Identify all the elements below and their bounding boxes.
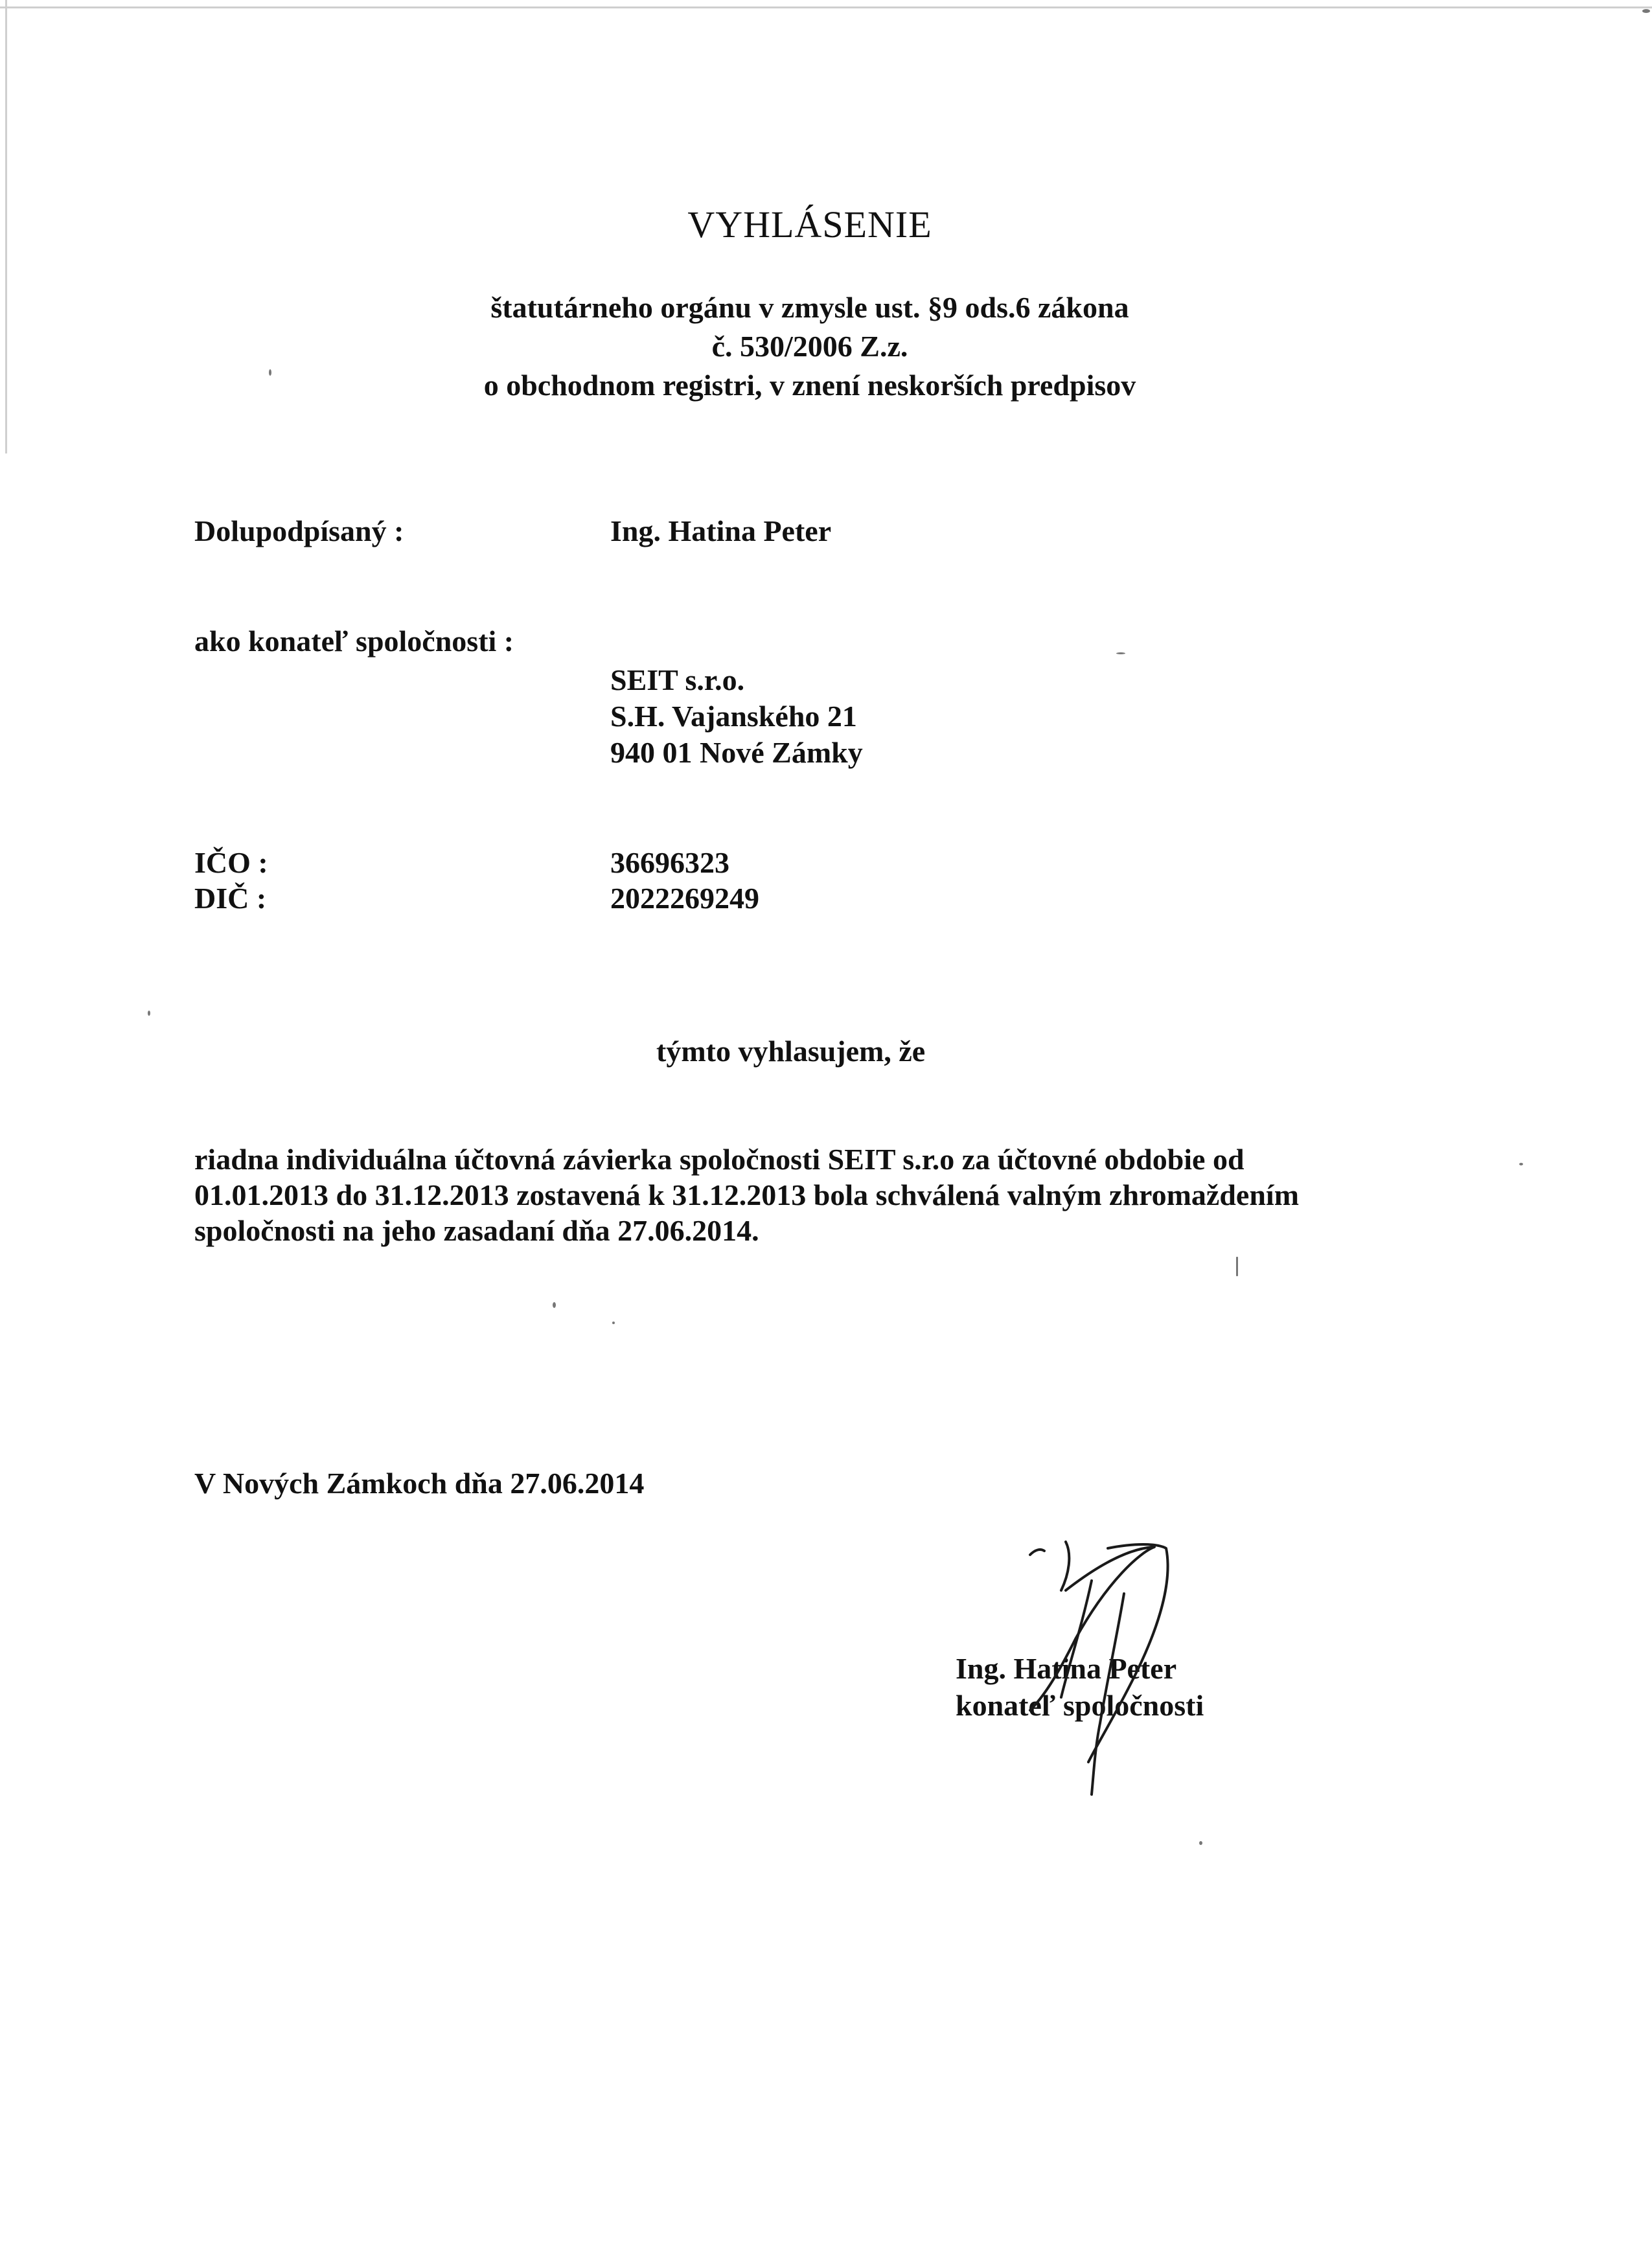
company-street: S.H. Vajanského 21: [610, 700, 857, 733]
signature-stroke: [1030, 1547, 1154, 1710]
scan-speck: [1199, 1841, 1202, 1845]
subtitle-line-2: č. 530/2006 Z.z.: [711, 330, 908, 363]
declaration-intro: týmto vyhlasujem, že: [656, 1035, 926, 1068]
declaration-line-3: spoločnosti na jeho zasadaní dňa 27.06.2014.: [194, 1214, 759, 1247]
subtitle-line-1: štatutárneho orgánu v zmysle ust. §9 ods.6 zákona: [490, 291, 1129, 324]
scan-speck: [1116, 652, 1125, 654]
handwritten-signature: [985, 1529, 1257, 1801]
ico-label: IČO :: [194, 846, 268, 879]
signatory-label: Dolupodpísaný :: [194, 514, 404, 547]
dic-label: DIČ :: [194, 882, 267, 915]
signature-stroke: [1088, 1544, 1168, 1762]
scan-speck: [1236, 1257, 1238, 1276]
role-label: ako konateľ spoločnosti :: [194, 624, 514, 658]
scan-speck: [553, 1302, 556, 1308]
ico-value: 36696323: [610, 846, 729, 879]
document-title: VYHLÁSENIE: [687, 203, 932, 246]
place-date: V Nových Zámkoch dňa 27.06.2014: [194, 1467, 645, 1500]
signature-stroke: [1061, 1581, 1092, 1697]
signature-stroke: [1030, 1550, 1044, 1555]
declaration-line-1: riadna individuálna účtovná závierka spoločnosti SEIT s.r.o za účtovné obdobie od: [194, 1143, 1245, 1176]
scan-speck: [1519, 1163, 1523, 1165]
signature-stroke: [1061, 1542, 1069, 1590]
signature-stroke: [1092, 1594, 1124, 1794]
declaration-paragraph: [194, 1141, 1425, 1248]
company-city: 940 01 Nové Zámky: [610, 736, 863, 769]
dic-value: 2022269249: [610, 882, 759, 915]
signature-role: konateľ spoločnosti: [956, 1689, 1204, 1722]
signatory-name: Ing. Hatina Peter: [610, 514, 832, 547]
scan-speck: [148, 1011, 150, 1016]
company-name: SEIT s.r.o.: [610, 663, 745, 696]
signature-name: Ing. Hatina Peter: [956, 1652, 1177, 1685]
scan-edge-top: [0, 6, 1652, 8]
declaration-line-2: 01.01.2013 do 31.12.2013 zostavená k 31.12.2013 bola schválená valným zhromaždením: [194, 1178, 1300, 1211]
scan-speck: [1642, 9, 1650, 13]
subtitle-line-3: o obchodnom registri, v znení neskorších predpisov: [483, 369, 1136, 402]
scan-speck: [612, 1322, 615, 1324]
